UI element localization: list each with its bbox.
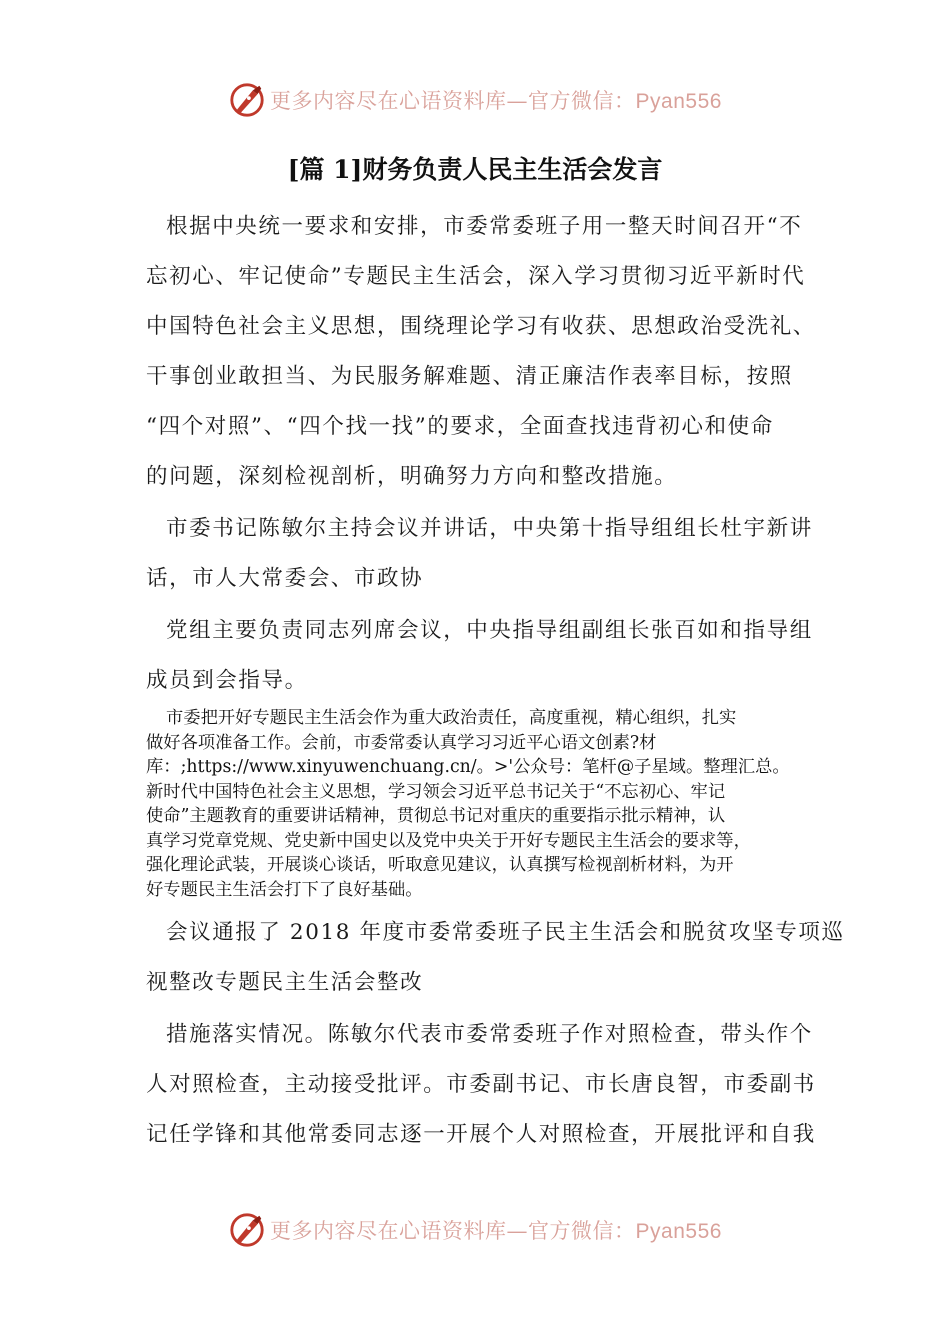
paragraph-line: 市委书记陈敏尔主持会议并讲话，中央第十指导组组长杜宇新讲 [166,516,813,541]
small-line: 新时代中国特色社会主义思想，学习领会习近平总书记关于“不忘初心、牢记 [146,781,726,802]
paragraph-line: 人对照检查，主动接受批评。市委副书记、市长唐良智，市委副书 [146,1072,816,1097]
paragraph-line: 干事创业敢担当、为民服务解难题、清正廉洁作表率目标，按照 [146,364,793,389]
document-title: [篇 1]财务负责人民主生活会发言 [287,155,663,184]
small-line: 市委把开好专题民主生活会作为重大政治责任，高度重视，精心组织，扎实 [166,708,737,728]
paragraph-line: 中国特色社会主义思想，围绕理论学习有收获、思想政治受洗礼、 [146,314,816,339]
pen-nib-logo-icon [228,81,266,119]
small-line: 库：;https://www.xinyuwenchuang.cn/。>'公众号：笔杆@子星域。整理汇总。 [146,757,790,777]
paragraph-line: 措施落实情况。陈敏尔代表市委常委班子作对照检查，带头作个 [166,1022,813,1047]
watermark-text: 更多内容尽在心语资料库—官方微信：Pyan556 [270,1219,722,1243]
watermark-text: 更多内容尽在心语资料库—官方微信：Pyan556 [270,89,722,113]
paragraph-line: 记任学锋和其他常委同志逐一开展个人对照检查，开展批评和自我 [146,1122,816,1147]
small-line: 好专题民主生活会打下了良好基础。 [146,879,423,900]
paragraph-line: 根据中央统一要求和安排，市委常委班子用一整天时间召开“不 [166,214,803,239]
watermark-banner-top [0,78,950,122]
watermark-banner-bottom [0,1208,950,1252]
paragraph-line: 视整改专题民主生活会整改 [146,970,424,995]
small-line: 使命”主题教育的重要讲话精神，贯彻总书记对重庆的重要指示批示精神，认 [146,806,726,826]
small-line: 强化理论武装，开展谈心谈话，听取意见建议，认真撰写检视剖析材料，为开 [146,855,734,875]
small-line: 真学习党章党规、党史新中国史以及党中央关于开好专题民主生活会的要求等， [146,830,751,851]
paragraph-line: 忘初心、牢记使命”专题民主生活会，深入学习贯彻习近平新时代 [146,264,806,289]
small-line: 做好各项准备工作。会前，市委常委认真学习习近平心语文创素?材 [146,732,657,753]
paragraph-line: “四个对照”、“四个找一找”的要求，全面查找违背初心和使命 [146,414,774,439]
paragraph-line: 会议通报了 2018 年度市委常委班子民主生活会和脱贫攻坚专项巡 [166,920,845,945]
small-paragraph [146,706,810,902]
paragraph-line: 成员到会指导。 [146,668,308,693]
pen-nib-logo-icon [228,1211,266,1249]
paragraph-line: 话，市人大常委会、市政协 [146,566,424,591]
paragraph-line: 党组主要负责同志列席会议，中央指导组副组长张百如和指导组 [166,618,813,643]
paragraph-line: 的问题，深刻检视剖析，明确努力方向和整改措施。 [146,464,678,489]
